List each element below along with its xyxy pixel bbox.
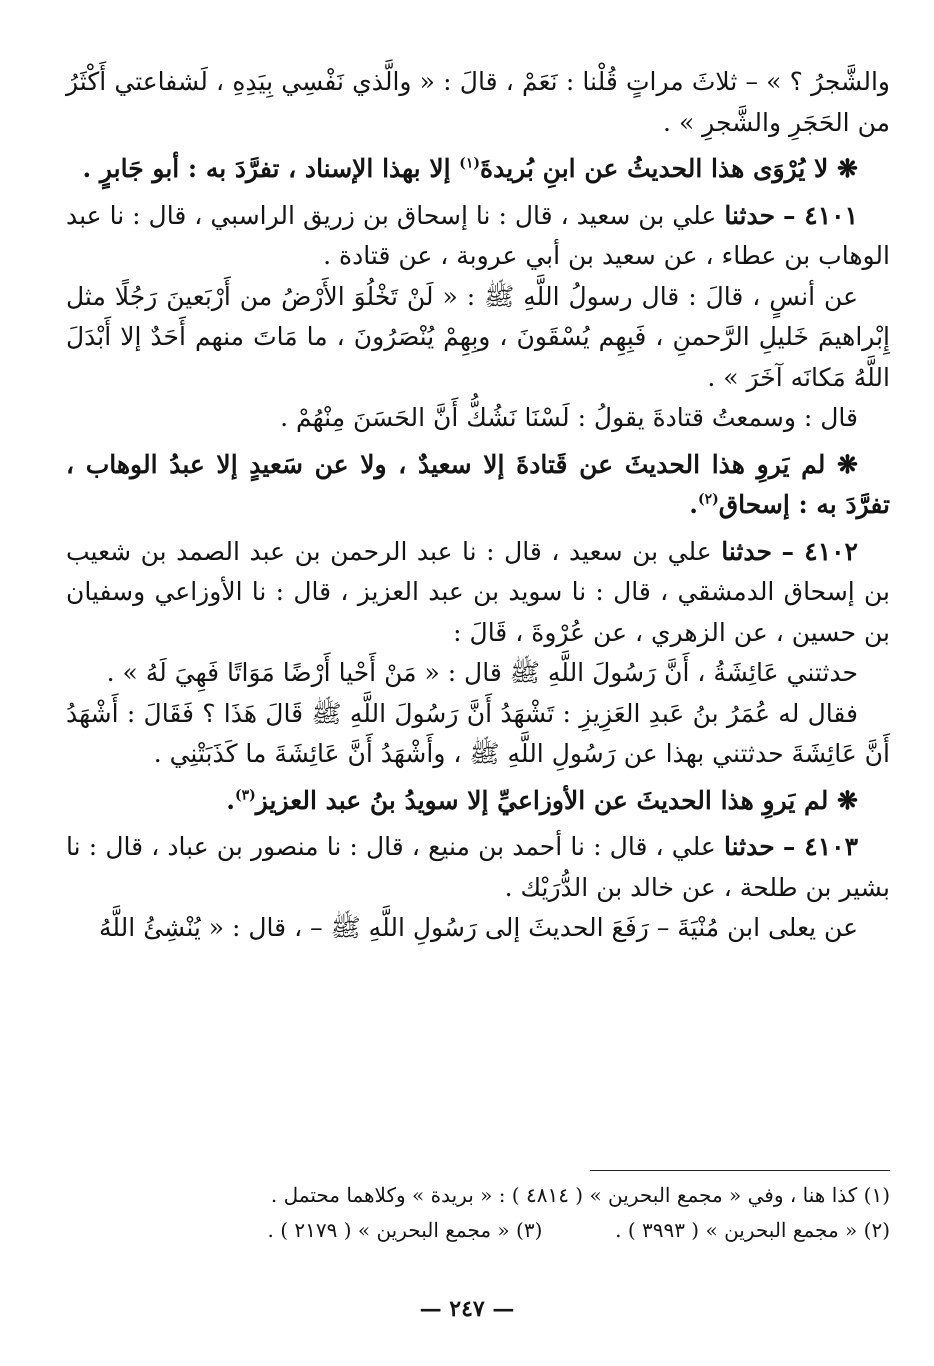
narration-note	[66, 149, 890, 190]
note-text-continued: .	[226, 785, 235, 815]
footnote-marker: (٢)	[697, 491, 719, 508]
paragraph-text: عن أنسٍ ، قالَ : قال رسولُ اللَّهِ ﷺ : « لَنْ تَخْلُوَ الأَرْضُ من أَرْبَعينَ رَجُلًا مثل إِبْراهيمَ خَليلِ الرَّحمنِ ، فَبِهِم يُسْقَونَ ، وبِهِمْ يُنْصَرُونَ ، ما مَاتَ منهم أَحَدٌ إلا أَبْدَلَ اللَّهُ مَكانَه آخَرَ » .	[66, 281, 890, 392]
hadith-lead: حدثنا	[723, 832, 775, 861]
hadith-entry	[66, 532, 890, 654]
hadith-number: ٤١٠١ –	[783, 200, 858, 230]
footnote-marker: (٣)	[234, 787, 256, 804]
hadith-entry	[66, 827, 890, 908]
paragraph	[66, 694, 890, 775]
hadith-number: ٤١٠٢ –	[781, 536, 858, 566]
hadith-number: ٤١٠٣ –	[782, 832, 858, 861]
note-text: لم يَروِ هذا الحديثَ عن الأوزاعيِّ إلا سويدُ بنُ عبد العزيز	[255, 785, 829, 815]
note-text-continued: .	[689, 490, 698, 519]
star-ornament-icon: ❋	[837, 449, 858, 479]
star-ornament-icon: ❋	[837, 785, 858, 815]
footnote-1: (١) كذا هنا ، وفي « مجمع البحرين » ( ٤٨١٤ ) : « بريدة » وكلاهما محتمل .	[270, 1183, 890, 1207]
narration-note	[66, 781, 890, 822]
page-number: — ٢٤٧ —	[419, 1296, 515, 1322]
star-ornament-icon: ❋	[837, 154, 858, 183]
footnote-divider	[590, 1170, 890, 1171]
paragraph	[66, 62, 890, 143]
footnote-2: (٢) « مجمع البحرين » ( ٣٩٩٣ ) .	[615, 1218, 890, 1242]
paragraph-text: قال : وسمعتُ قتادةَ يقولُ : لَسْنَا نَشُكُّ أَنَّ الحَسَنَ مِنْهُمْ .	[280, 403, 858, 432]
hadith-lead: حدثنا	[724, 200, 776, 230]
paragraph	[66, 908, 890, 949]
hadith-chain: علي بن سعيد ، قال : نا إسحاق بن زريق الراسبي ، قال : نا عبد الوهاب بن عطاء ، عن سعيد بن أبي عروبة ، عن قتادة .	[66, 200, 890, 270]
hadith-chain: علي ، قال : نا أحمد بن منيع ، قال : نا منصور بن عباد ، قال : نا بشير بن طلحة ، عن خالد بن الدُّرَيْك .	[66, 832, 890, 902]
paragraph-text: والشَّجرُ ؟ » – ثلاثَ مراتٍ قُلْنا : نَعَمْ ، قالَ : « والَّذي نَفْسِي بِيَدِهِ ، لَشفاعتي أَكْثَرُ من الحَجَرِ والشَّجرِ » .	[66, 67, 890, 137]
footnote-3: (٣) « مجمع البحرين » ( ٢١٧٩ ) .	[267, 1218, 543, 1242]
paragraph-text: فقال له عُمَرُ بنُ عَبدِ العَزِيزِ : تَشْهَدُ أَنَّ رَسُولَ اللَّهِ ﷺ قَالَ هَذَا ؟ فَقَالَ : أَشْهَدُ أَنَّ عَائِشَةَ حدثتني بهذا عن رَسُولِ اللَّهِ ﷺ ، وأَشْهَدُ أَنَّ عَائِشَةَ ما كَذَبَتْنِي .	[66, 698, 890, 768]
note-text: لم يَروِ هذا الحديثَ عن قَتادةَ إلا سعيدٌ ، ولا عن سَعيدٍ إلا عبدُ الوهاب ، تفرَّدَ به : إسحاق	[66, 449, 890, 519]
note-text-continued: إلا بهذا الإسناد ، تفرَّدَ به : أبو جَابرٍ .	[82, 154, 451, 183]
footnotes	[66, 1178, 890, 1248]
narration-note	[66, 445, 890, 526]
note-text: لا يُرْوَى هذا الحديثُ عن ابنِ بُريدةَ	[480, 154, 829, 183]
paragraph	[66, 398, 890, 439]
paragraph	[66, 653, 890, 694]
footnote-row	[66, 1213, 890, 1248]
paragraph	[66, 277, 890, 399]
hadith-entry	[66, 196, 890, 277]
footnote-marker: (١)	[459, 155, 481, 172]
hadith-lead: حدثنا	[721, 536, 772, 566]
paragraph-text: حدثتني عَائِشَةُ ، أَنَّ رَسُولَ اللَّهِ ﷺ قال : « مَنْ أَحْيا أَرْضًا مَوَاتًا فَهِيَ لَهُ » .	[106, 658, 858, 687]
hadith-chain: علي بن سعيد ، قال : نا عبد الرحمن بن عبد الصمد بن شعيب بن إسحاق الدمشقي ، قال : نا سويد بن عبد العزيز ، قال : نا الأوزاعي وسفيان بن حسين ، عن الزهري ، عن عُرْوةَ ، قَالَ :	[66, 536, 890, 647]
main-text	[66, 62, 890, 949]
paragraph-text: عن يعلى ابن مُنْيَةَ – رَفَعَ الحديثَ إلى رَسُولِ اللَّهِ ﷺ – ، قال : « يُنْشِئُ اللَّهُ	[99, 913, 858, 942]
